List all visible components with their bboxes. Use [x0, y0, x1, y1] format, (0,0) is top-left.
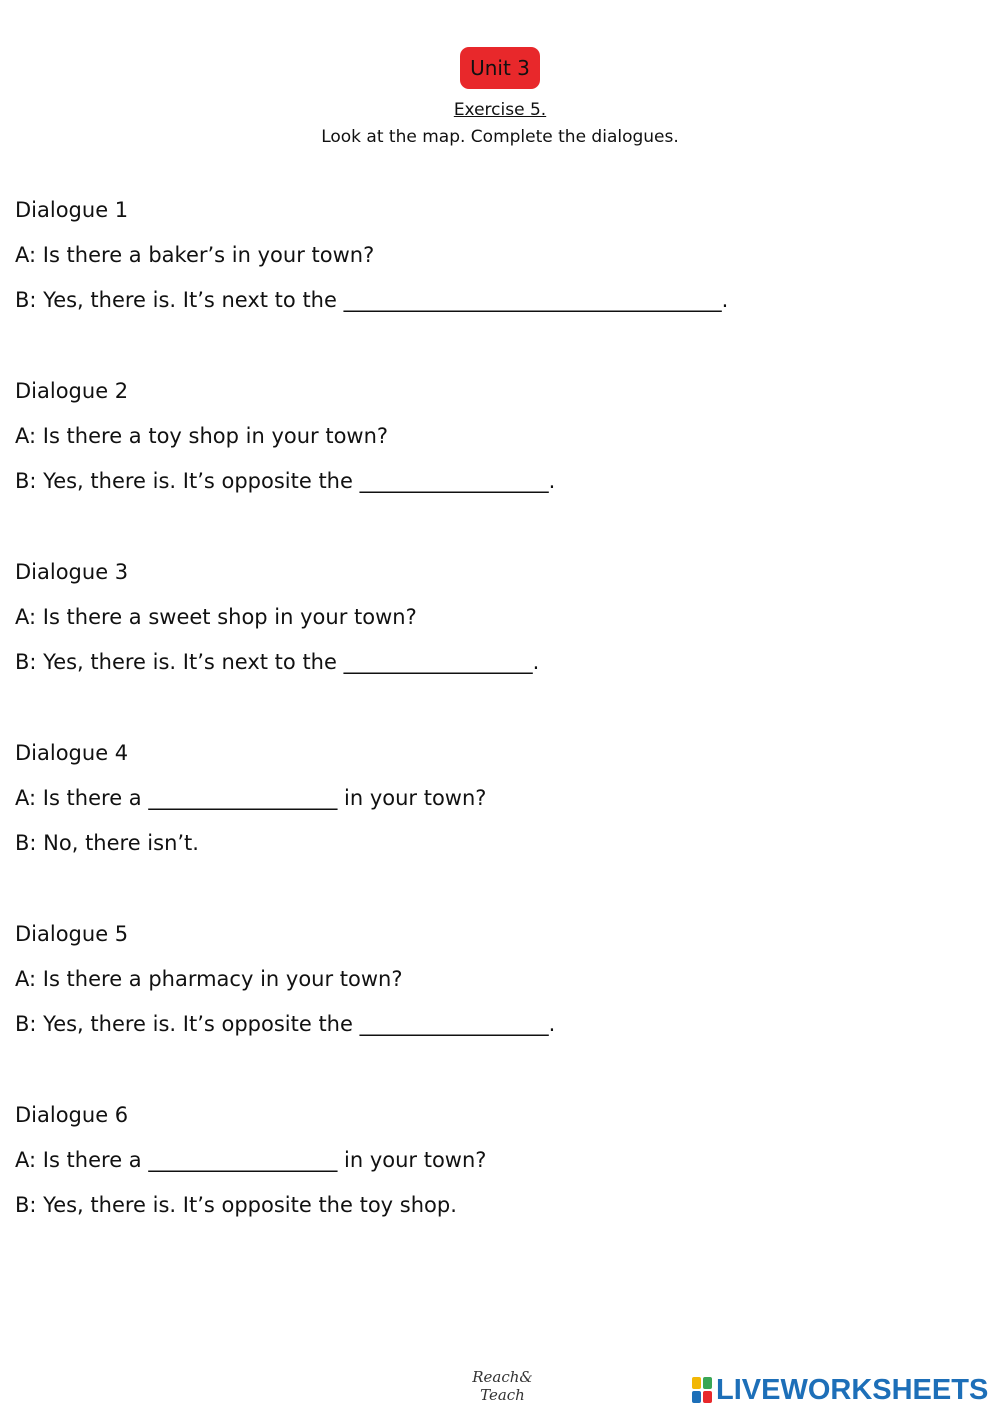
instruction-text: Look at the map. Complete the dialogues. [321, 127, 679, 147]
dialogue-line-a: A: Is there a baker’s in your town? [15, 243, 375, 267]
unit-badge: Unit 3 [460, 47, 540, 89]
dialogue-title: Dialogue 4 [15, 741, 129, 765]
dialogue-line-a: A: Is there a __________________ in your town? [15, 786, 487, 810]
dialogue-1 [15, 195, 975, 330]
dialogue-5 [15, 919, 975, 1054]
liveworksheets-wordmark: LIVEWORKSHEETS [716, 1373, 989, 1406]
dialogue-title: Dialogue 2 [15, 379, 129, 403]
dialogue-line-a: A: Is there a sweet shop in your town? [15, 605, 417, 629]
reach-teach-logo: Reach& Teach [472, 1368, 533, 1404]
dialogue-line-b: B: Yes, there is. It’s opposite the __________________. [15, 1012, 556, 1036]
liveworksheets-logo-icon [692, 1377, 712, 1403]
dialogue-line-a: A: Is there a toy shop in your town? [15, 424, 389, 448]
dialogue-title: Dialogue 1 [15, 198, 129, 222]
dialogue-4 [15, 738, 975, 873]
dialogue-line-a: A: Is there a pharmacy in your town? [15, 967, 403, 991]
dialogue-title: Dialogue 5 [15, 922, 129, 946]
dialogue-2 [15, 376, 975, 511]
dialogue-line-a: A: Is there a __________________ in your town? [15, 1148, 487, 1172]
dialogue-line-b: B: Yes, there is. It’s opposite the toy shop. [15, 1193, 457, 1217]
dialogue-line-b: B: Yes, there is. It’s opposite the __________________. [15, 469, 556, 493]
liveworksheets-brand[interactable] [692, 1372, 988, 1408]
dialogue-line-b: B: No, there isn’t. [15, 831, 199, 855]
dialogue-line-b: B: Yes, there is. It’s next to the ____________________________________. [15, 288, 729, 312]
dialogue-3 [15, 557, 975, 692]
exercise-title: Exercise 5. [453, 100, 547, 120]
dialogue-title: Dialogue 3 [15, 560, 129, 584]
dialogue-6 [15, 1100, 975, 1235]
dialogue-line-b: B: Yes, there is. It’s next to the __________________. [15, 650, 540, 674]
dialogue-title: Dialogue 6 [15, 1103, 129, 1127]
